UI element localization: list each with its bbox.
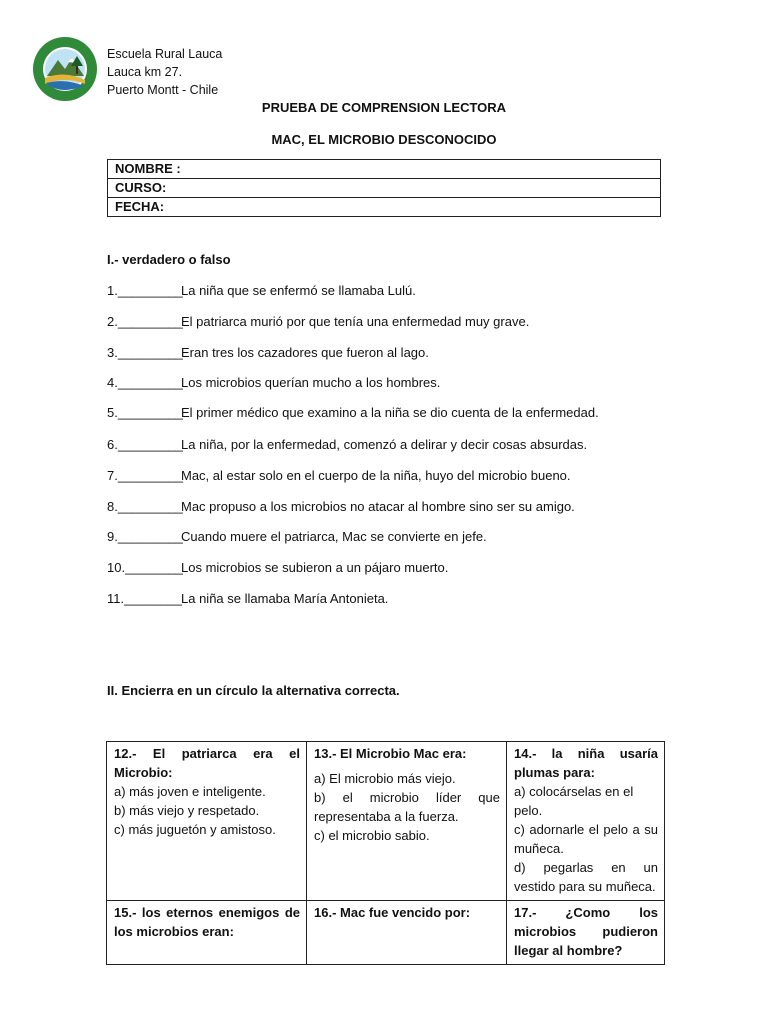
page-title: PRUEBA DE COMPRENSION LECTORA bbox=[261, 100, 507, 115]
option-14d[interactable]: d) pegarlas en un vestido para su muñeca. bbox=[514, 860, 658, 894]
option-14c[interactable]: c) adornarle el pelo a su muñeca. bbox=[514, 822, 658, 856]
tf-item-text: Eran tres los cazadores que fueron al lago. bbox=[181, 345, 429, 360]
page-subtitle: MAC, EL MICROBIO DESCONOCIDO bbox=[271, 132, 497, 147]
school-logo bbox=[32, 36, 98, 102]
tf-item bbox=[107, 405, 599, 421]
section2-heading: II. Encierra en un círculo la alternativa correcta. bbox=[107, 683, 400, 698]
question-cell-13 bbox=[307, 742, 507, 901]
option-12b[interactable]: b) más viejo y respetado. bbox=[114, 803, 260, 818]
name-field[interactable]: NOMBRE : bbox=[108, 160, 661, 179]
tf-item-text: La niña, por la enfermedad, comenzó a delirar y decir cosas absurdas. bbox=[181, 437, 588, 452]
tf-item-text: La niña que se enfermó se llamaba Lulú. bbox=[181, 283, 416, 298]
tf-item-text: Mac propuso a los microbios no atacar al hombre sino ser su amigo. bbox=[181, 499, 575, 514]
question-16: 16.- Mac fue vencido por: bbox=[314, 905, 471, 920]
tf-item-text: El patriarca murió por que tenía una enfermedad muy grave. bbox=[181, 314, 530, 329]
tf-item-text: Mac, al estar solo en el cuerpo de la niña, huyo del microbio bueno. bbox=[181, 468, 571, 483]
tf-item-number[interactable]: 6._________ bbox=[107, 437, 183, 452]
section1-heading: I.- verdadero o falso bbox=[107, 252, 231, 267]
tf-item-number[interactable]: 11.________ bbox=[107, 591, 182, 606]
tf-item bbox=[107, 314, 529, 330]
tf-item bbox=[107, 591, 388, 607]
tf-item bbox=[107, 560, 448, 576]
tf-item-text: Los microbios se subieron a un pájaro muerto. bbox=[181, 560, 449, 575]
question-13: 13.- El Microbio Mac era: bbox=[314, 746, 467, 761]
tf-item-number[interactable]: 3._________ bbox=[107, 345, 183, 360]
question-cell-12 bbox=[107, 742, 307, 901]
question-cell-15 bbox=[107, 901, 307, 965]
tf-item-text: Los microbios querían mucho a los hombres. bbox=[181, 375, 441, 390]
question-cell-16 bbox=[307, 901, 507, 965]
tf-item-number[interactable]: 2._________ bbox=[107, 314, 183, 329]
school-name: Escuela Rural Lauca bbox=[107, 47, 223, 61]
tf-item-number[interactable]: 5._________ bbox=[107, 405, 183, 420]
tf-item-number[interactable]: 7._________ bbox=[107, 468, 183, 483]
option-14a[interactable]: a) colocárselas en el pelo. bbox=[514, 784, 634, 818]
option-13b[interactable]: b) el microbio líder que representaba a la fuerza. bbox=[314, 790, 500, 824]
tf-item bbox=[107, 468, 571, 484]
tf-item-text: El primer médico que examino a la niña se dio cuenta de la enfermedad. bbox=[181, 405, 599, 420]
question-12: 12.- El patriarca era el Microbio: bbox=[114, 746, 300, 780]
question-14: 14.- la niña usaría plumas para: bbox=[514, 746, 658, 780]
tf-item-text: La niña se llamaba María Antonieta. bbox=[181, 591, 389, 606]
tf-item bbox=[107, 283, 416, 299]
question-cell-14 bbox=[507, 742, 665, 901]
option-13a[interactable]: a) El microbio más viejo. bbox=[314, 771, 456, 786]
tf-item bbox=[107, 529, 487, 545]
option-12a[interactable]: a) más joven e inteligente. bbox=[114, 784, 266, 799]
tf-item-number[interactable]: 4._________ bbox=[107, 375, 183, 390]
tf-item-number[interactable]: 8._________ bbox=[107, 499, 183, 514]
student-info-table bbox=[107, 159, 661, 217]
question-cell-17 bbox=[507, 901, 665, 965]
tf-item bbox=[107, 499, 575, 515]
option-12c[interactable]: c) más juguetón y amistoso. bbox=[114, 822, 276, 837]
tf-item-text: Cuando muere el patriarca, Mac se convierte en jefe. bbox=[181, 529, 487, 544]
option-13c[interactable]: c) el microbio sabio. bbox=[314, 828, 430, 843]
date-field[interactable]: FECHA: bbox=[108, 198, 661, 217]
tf-item bbox=[107, 375, 440, 391]
school-address: Lauca km 27. bbox=[107, 65, 183, 79]
tf-item bbox=[107, 345, 429, 361]
school-city: Puerto Montt - Chile bbox=[107, 83, 219, 97]
multiple-choice-table bbox=[106, 741, 665, 965]
tf-item-number[interactable]: 9._________ bbox=[107, 529, 183, 544]
question-17: 17.- ¿Como los microbios pudieron llegar al hombre? bbox=[514, 905, 658, 958]
tf-item-number[interactable]: 10.________ bbox=[107, 560, 183, 575]
tf-item bbox=[107, 437, 587, 453]
question-15: 15.- los eternos enemigos de los microbios eran: bbox=[114, 905, 300, 939]
course-field[interactable]: CURSO: bbox=[108, 179, 661, 198]
tf-item-number[interactable]: 1._________ bbox=[107, 283, 183, 298]
